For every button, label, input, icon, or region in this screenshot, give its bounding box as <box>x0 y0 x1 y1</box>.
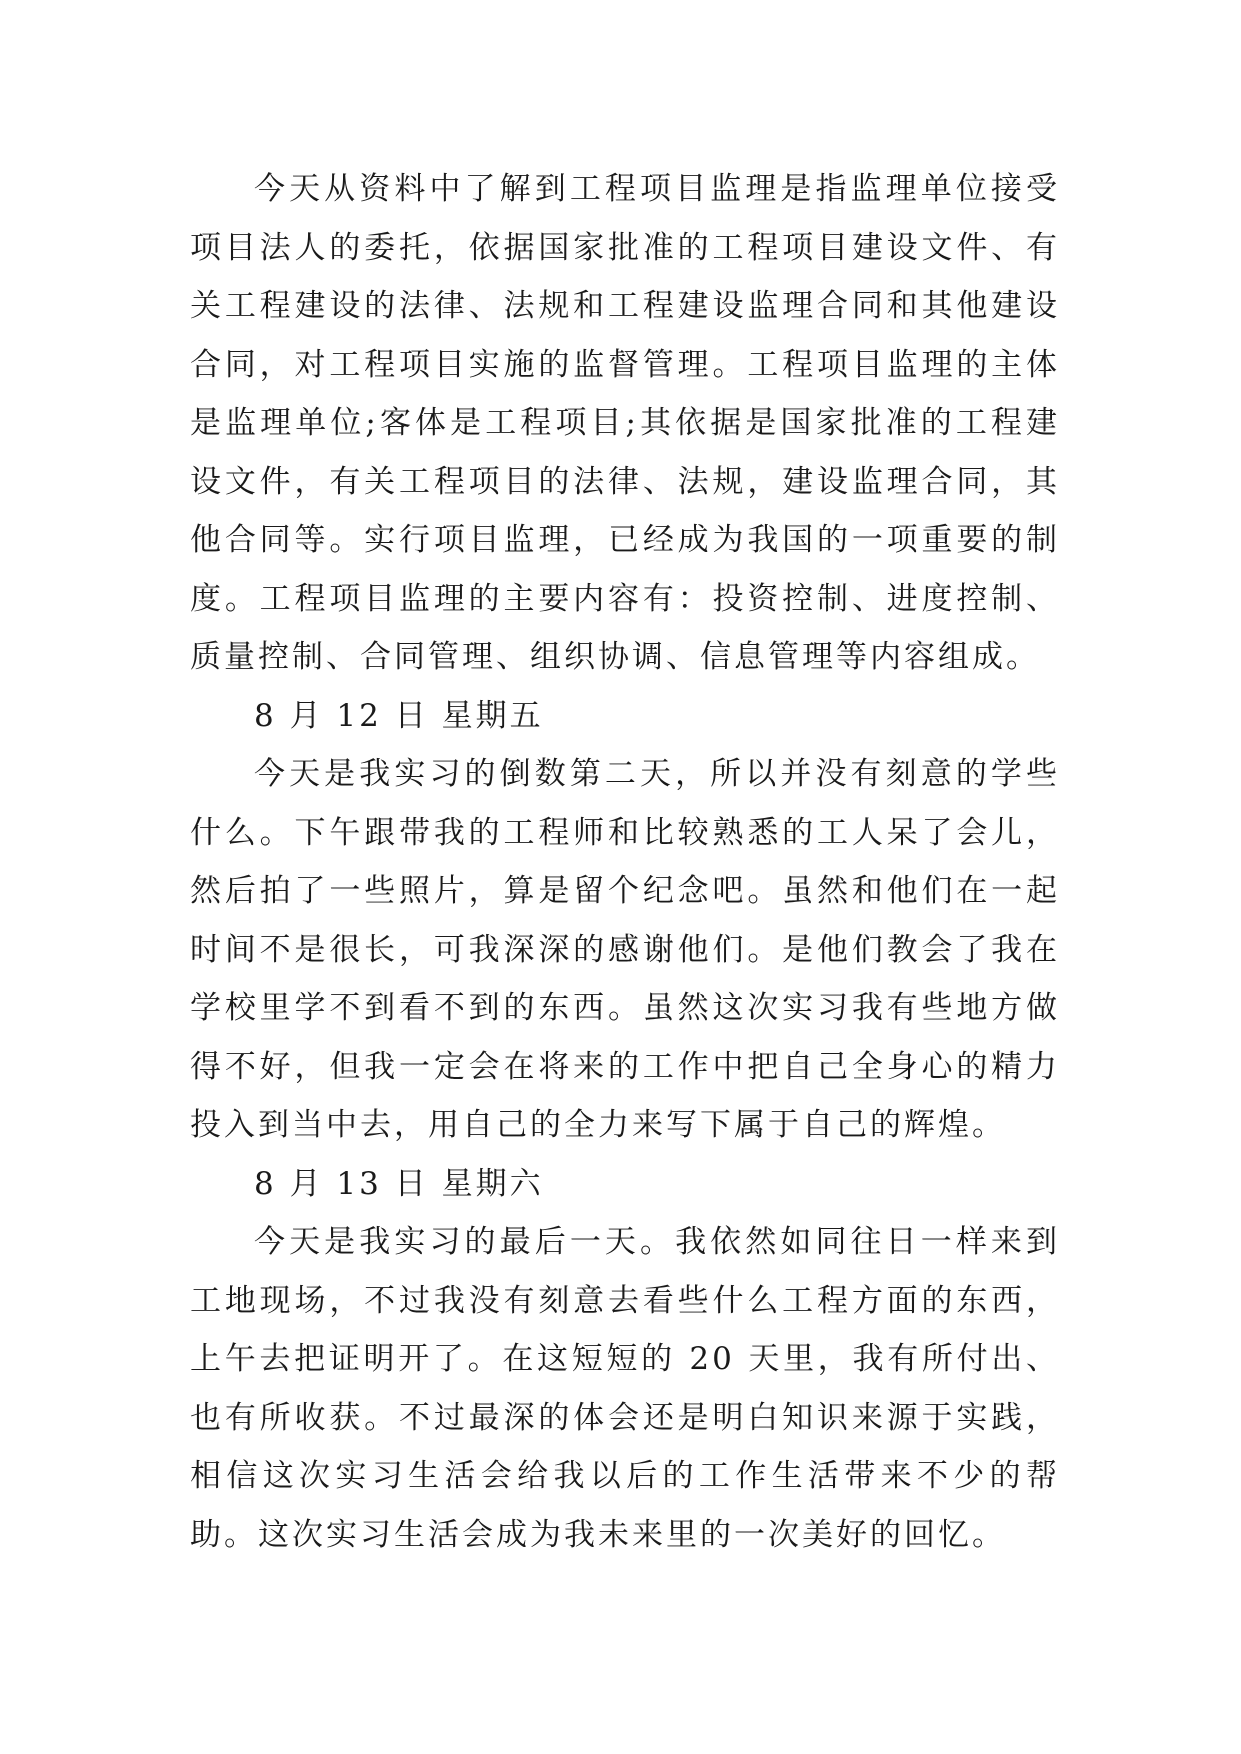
date-heading-aug-13: 8 月 13 日 星期六 <box>254 1165 544 1202</box>
document-page <box>190 160 1060 1564</box>
paragraph-last-day: 今天是我实习的最后一天。我依然如同往日一样来到工地现场，不过我没有刻意去看些什么工程方面的东西，上午去把证明开了。在这短短的 20 天里，我有所付出、也有所收获。不过最深的体会还是明白知识来源于实践，相信这次实习生活会给我以后的工作生活带来不少的帮助。这次实习生活会成为我未来里的一次美好的回忆。 <box>190 1224 1060 1553</box>
date-heading-aug-12: 8 月 12 日 星期五 <box>254 697 544 734</box>
paragraph-supervision: 今天从资料中了解到工程项目监理是指监理单位接受项目法人的委托，依据国家批准的工程项目建设文件、有关工程建设的法律、法规和工程建设监理合同和其他建设合同，对工程项目实施的监督管理。工程项目监理的主体是监理单位;客体是工程项目;其依据是国家批准的工程建设文件，有关工程项目的法律、法规，建设监理合同，其他合同等。实行项目监理，已经成为我国的一项重要的制度。工程项目监理的主要内容有：投资控制、进度控制、质量控制、合同管理、组织协调、信息管理等内容组成。 <box>190 171 1060 675</box>
paragraph-second-last-day: 今天是我实习的倒数第二天，所以并没有刻意的学些什么。下午跟带我的工程师和比较熟悉的工人呆了会儿，然后拍了一些照片，算是留个纪念吧。虽然和他们在一起时间不是很长，可我深深的感谢他们。是他们教会了我在学校里学不到看不到的东西。虽然这次实习我有些地方做得不好，但我一定会在将来的工作中把自己全身心的精力投入到当中去，用自己的全力来写下属于自己的辉煌。 <box>190 756 1060 1143</box>
